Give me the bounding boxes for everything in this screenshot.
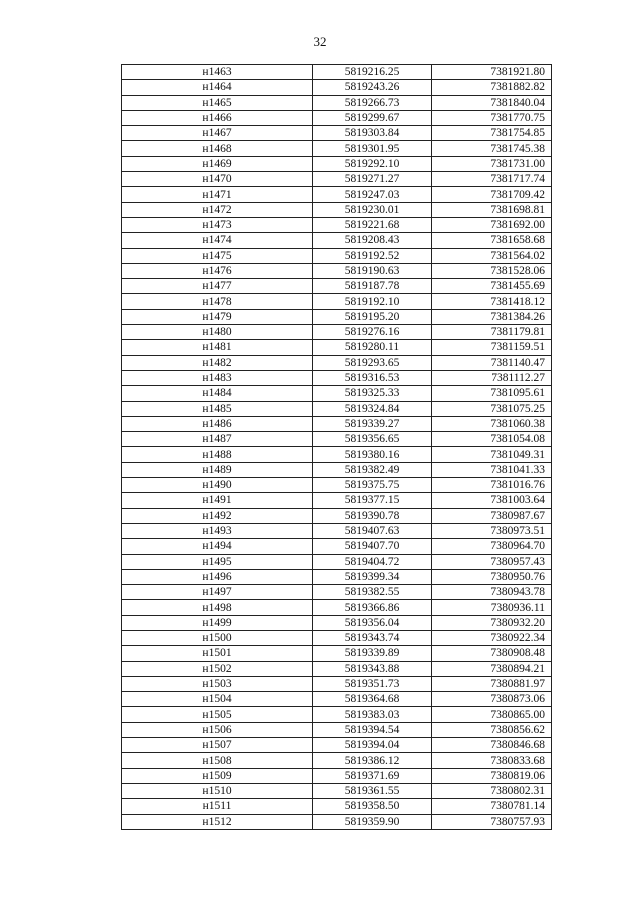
y-coordinate-cell: 7380819.06 <box>432 768 552 783</box>
x-coordinate-cell: 5819358.50 <box>313 799 432 814</box>
x-coordinate-cell: 5819407.63 <box>313 523 432 538</box>
table-row <box>122 630 552 645</box>
y-coordinate-cell: 7381054.08 <box>432 432 552 447</box>
point-id-cell: н1479 <box>122 309 313 324</box>
y-coordinate-cell: 7381418.12 <box>432 294 552 309</box>
point-id-cell: н1481 <box>122 340 313 355</box>
y-coordinate-cell: 7381140.47 <box>432 355 552 370</box>
page-number: 32 <box>313 34 327 49</box>
table-row <box>122 722 552 737</box>
table-row <box>122 141 552 156</box>
point-id-cell: н1482 <box>122 355 313 370</box>
point-id-cell: н1503 <box>122 676 313 691</box>
table-row <box>122 355 552 370</box>
point-id-cell: н1511 <box>122 799 313 814</box>
x-coordinate-cell: 5819243.26 <box>313 80 432 95</box>
y-coordinate-cell: 7380757.93 <box>432 814 552 829</box>
y-coordinate-cell: 7381731.00 <box>432 156 552 171</box>
y-coordinate-cell: 7381882.82 <box>432 80 552 95</box>
x-coordinate-cell: 5819359.90 <box>313 814 432 829</box>
point-id-cell: н1492 <box>122 508 313 523</box>
y-coordinate-cell: 7381528.06 <box>432 263 552 278</box>
table-row <box>122 692 552 707</box>
table-row <box>122 585 552 600</box>
y-coordinate-cell: 7381455.69 <box>432 279 552 294</box>
point-id-cell: н1502 <box>122 661 313 676</box>
table-row <box>122 187 552 202</box>
table-row <box>122 248 552 263</box>
y-coordinate-cell: 7381016.76 <box>432 478 552 493</box>
table-row <box>122 80 552 95</box>
y-coordinate-cell: 7380881.97 <box>432 676 552 691</box>
y-coordinate-cell: 7381003.64 <box>432 493 552 508</box>
point-id-cell: н1463 <box>122 65 313 80</box>
x-coordinate-cell: 5819382.49 <box>313 462 432 477</box>
point-id-cell: н1510 <box>122 783 313 798</box>
table-row <box>122 263 552 278</box>
table-row <box>122 279 552 294</box>
point-id-cell: н1475 <box>122 248 313 263</box>
x-coordinate-cell: 5819356.65 <box>313 432 432 447</box>
x-coordinate-cell: 5819324.84 <box>313 401 432 416</box>
table-row <box>122 110 552 125</box>
x-coordinate-cell: 5819293.65 <box>313 355 432 370</box>
table-row <box>122 294 552 309</box>
point-id-cell: н1469 <box>122 156 313 171</box>
point-id-cell: н1474 <box>122 233 313 248</box>
table-row <box>122 493 552 508</box>
point-id-cell: н1504 <box>122 692 313 707</box>
point-id-cell: н1490 <box>122 478 313 493</box>
point-id-cell: н1495 <box>122 554 313 569</box>
x-coordinate-cell: 5819404.72 <box>313 554 432 569</box>
table-row <box>122 126 552 141</box>
x-coordinate-cell: 5819351.73 <box>313 676 432 691</box>
point-id-cell: н1472 <box>122 202 313 217</box>
x-coordinate-cell: 5819382.55 <box>313 585 432 600</box>
table-row <box>122 523 552 538</box>
point-id-cell: н1487 <box>122 432 313 447</box>
x-coordinate-cell: 5819375.75 <box>313 478 432 493</box>
table-row <box>122 768 552 783</box>
table-row <box>122 233 552 248</box>
x-coordinate-cell: 5819394.54 <box>313 722 432 737</box>
x-coordinate-cell: 5819394.04 <box>313 738 432 753</box>
y-coordinate-cell: 7380908.48 <box>432 646 552 661</box>
y-coordinate-cell: 7381745.38 <box>432 141 552 156</box>
x-coordinate-cell: 5819208.43 <box>313 233 432 248</box>
x-coordinate-cell: 5819339.27 <box>313 416 432 431</box>
y-coordinate-cell: 7380987.67 <box>432 508 552 523</box>
point-id-cell: н1467 <box>122 126 313 141</box>
table-row <box>122 478 552 493</box>
table-row <box>122 401 552 416</box>
point-id-cell: н1509 <box>122 768 313 783</box>
y-coordinate-cell: 7380856.62 <box>432 722 552 737</box>
x-coordinate-cell: 5819292.10 <box>313 156 432 171</box>
x-coordinate-cell: 5819192.52 <box>313 248 432 263</box>
point-id-cell: н1464 <box>122 80 313 95</box>
point-id-cell: н1496 <box>122 569 313 584</box>
point-id-cell: н1494 <box>122 539 313 554</box>
table-row <box>122 799 552 814</box>
y-coordinate-cell: 7381921.80 <box>432 65 552 80</box>
x-coordinate-cell: 5819407.70 <box>313 539 432 554</box>
y-coordinate-cell: 7380781.14 <box>432 799 552 814</box>
point-id-cell: н1507 <box>122 738 313 753</box>
table-row <box>122 202 552 217</box>
y-coordinate-cell: 7380936.11 <box>432 600 552 615</box>
table-row <box>122 340 552 355</box>
x-coordinate-cell: 5819383.03 <box>313 707 432 722</box>
point-id-cell: н1498 <box>122 600 313 615</box>
y-coordinate-cell: 7381060.38 <box>432 416 552 431</box>
x-coordinate-cell: 5819266.73 <box>313 95 432 110</box>
x-coordinate-cell: 5819216.25 <box>313 65 432 80</box>
table-row <box>122 156 552 171</box>
table-row <box>122 615 552 630</box>
table-row <box>122 661 552 676</box>
point-id-cell: н1483 <box>122 370 313 385</box>
y-coordinate-cell: 7380922.34 <box>432 630 552 645</box>
x-coordinate-cell: 5819247.03 <box>313 187 432 202</box>
x-coordinate-cell: 5819356.04 <box>313 615 432 630</box>
point-id-cell: н1512 <box>122 814 313 829</box>
table-row <box>122 309 552 324</box>
table-row <box>122 370 552 385</box>
y-coordinate-cell: 7380865.00 <box>432 707 552 722</box>
x-coordinate-cell: 5819271.27 <box>313 172 432 187</box>
table-row <box>122 707 552 722</box>
y-coordinate-cell: 7381075.25 <box>432 401 552 416</box>
table-row <box>122 569 552 584</box>
x-coordinate-cell: 5819339.89 <box>313 646 432 661</box>
table-row <box>122 539 552 554</box>
x-coordinate-cell: 5819364.68 <box>313 692 432 707</box>
table-row <box>122 738 552 753</box>
point-id-cell: н1485 <box>122 401 313 416</box>
table-row <box>122 676 552 691</box>
point-id-cell: н1486 <box>122 416 313 431</box>
table-row <box>122 65 552 80</box>
y-coordinate-cell: 7381770.75 <box>432 110 552 125</box>
table-row <box>122 462 552 477</box>
x-coordinate-cell: 5819380.16 <box>313 447 432 462</box>
y-coordinate-cell: 7380894.21 <box>432 661 552 676</box>
x-coordinate-cell: 5819325.33 <box>313 386 432 401</box>
x-coordinate-cell: 5819399.34 <box>313 569 432 584</box>
y-coordinate-cell: 7381564.02 <box>432 248 552 263</box>
y-coordinate-cell: 7381658.68 <box>432 233 552 248</box>
y-coordinate-cell: 7381112.27 <box>432 370 552 385</box>
y-coordinate-cell: 7380846.68 <box>432 738 552 753</box>
y-coordinate-cell: 7380964.70 <box>432 539 552 554</box>
point-id-cell: н1508 <box>122 753 313 768</box>
table-row <box>122 172 552 187</box>
point-id-cell: н1491 <box>122 493 313 508</box>
x-coordinate-cell: 5819221.68 <box>313 217 432 232</box>
y-coordinate-cell: 7380802.31 <box>432 783 552 798</box>
y-coordinate-cell: 7381049.31 <box>432 447 552 462</box>
table-row <box>122 217 552 232</box>
point-id-cell: н1466 <box>122 110 313 125</box>
y-coordinate-cell: 7381159.51 <box>432 340 552 355</box>
y-coordinate-cell: 7381384.26 <box>432 309 552 324</box>
point-id-cell: н1470 <box>122 172 313 187</box>
y-coordinate-cell: 7381179.81 <box>432 325 552 340</box>
table-row <box>122 508 552 523</box>
table-row <box>122 416 552 431</box>
point-id-cell: н1478 <box>122 294 313 309</box>
y-coordinate-cell: 7380950.76 <box>432 569 552 584</box>
y-coordinate-cell: 7380873.06 <box>432 692 552 707</box>
point-id-cell: н1506 <box>122 722 313 737</box>
y-coordinate-cell: 7381698.81 <box>432 202 552 217</box>
table-row <box>122 447 552 462</box>
x-coordinate-cell: 5819192.10 <box>313 294 432 309</box>
x-coordinate-cell: 5819280.11 <box>313 340 432 355</box>
y-coordinate-cell: 7380973.51 <box>432 523 552 538</box>
point-id-cell: н1488 <box>122 447 313 462</box>
table-row <box>122 95 552 110</box>
coordinates-table <box>121 64 552 830</box>
point-id-cell: н1465 <box>122 95 313 110</box>
x-coordinate-cell: 5819187.78 <box>313 279 432 294</box>
x-coordinate-cell: 5819377.15 <box>313 493 432 508</box>
point-id-cell: н1473 <box>122 217 313 232</box>
x-coordinate-cell: 5819195.20 <box>313 309 432 324</box>
x-coordinate-cell: 5819230.01 <box>313 202 432 217</box>
x-coordinate-cell: 5819371.69 <box>313 768 432 783</box>
table-row <box>122 783 552 798</box>
y-coordinate-cell: 7380932.20 <box>432 615 552 630</box>
point-id-cell: н1493 <box>122 523 313 538</box>
table-row <box>122 325 552 340</box>
y-coordinate-cell: 7380957.43 <box>432 554 552 569</box>
table-row <box>122 753 552 768</box>
table-row <box>122 386 552 401</box>
point-id-cell: н1476 <box>122 263 313 278</box>
table-row <box>122 554 552 569</box>
point-id-cell: н1471 <box>122 187 313 202</box>
x-coordinate-cell: 5819276.16 <box>313 325 432 340</box>
point-id-cell: н1500 <box>122 630 313 645</box>
x-coordinate-cell: 5819316.53 <box>313 370 432 385</box>
y-coordinate-cell: 7381692.00 <box>432 217 552 232</box>
point-id-cell: н1480 <box>122 325 313 340</box>
x-coordinate-cell: 5819303.84 <box>313 126 432 141</box>
y-coordinate-cell: 7381840.04 <box>432 95 552 110</box>
point-id-cell: н1501 <box>122 646 313 661</box>
y-coordinate-cell: 7381095.61 <box>432 386 552 401</box>
x-coordinate-cell: 5819343.74 <box>313 630 432 645</box>
y-coordinate-cell: 7381041.33 <box>432 462 552 477</box>
y-coordinate-cell: 7381709.42 <box>432 187 552 202</box>
y-coordinate-cell: 7380943.78 <box>432 585 552 600</box>
point-id-cell: н1477 <box>122 279 313 294</box>
x-coordinate-cell: 5819343.88 <box>313 661 432 676</box>
x-coordinate-cell: 5819299.67 <box>313 110 432 125</box>
x-coordinate-cell: 5819361.55 <box>313 783 432 798</box>
y-coordinate-cell: 7380833.68 <box>432 753 552 768</box>
table-row <box>122 600 552 615</box>
x-coordinate-cell: 5819386.12 <box>313 753 432 768</box>
table-row <box>122 432 552 447</box>
point-id-cell: н1497 <box>122 585 313 600</box>
point-id-cell: н1484 <box>122 386 313 401</box>
point-id-cell: н1505 <box>122 707 313 722</box>
y-coordinate-cell: 7381754.85 <box>432 126 552 141</box>
x-coordinate-cell: 5819366.86 <box>313 600 432 615</box>
table-row <box>122 814 552 829</box>
table-row <box>122 646 552 661</box>
point-id-cell: н1489 <box>122 462 313 477</box>
x-coordinate-cell: 5819190.63 <box>313 263 432 278</box>
coordinates-table-body <box>122 65 552 830</box>
y-coordinate-cell: 7381717.74 <box>432 172 552 187</box>
point-id-cell: н1468 <box>122 141 313 156</box>
x-coordinate-cell: 5819301.95 <box>313 141 432 156</box>
point-id-cell: н1499 <box>122 615 313 630</box>
x-coordinate-cell: 5819390.78 <box>313 508 432 523</box>
